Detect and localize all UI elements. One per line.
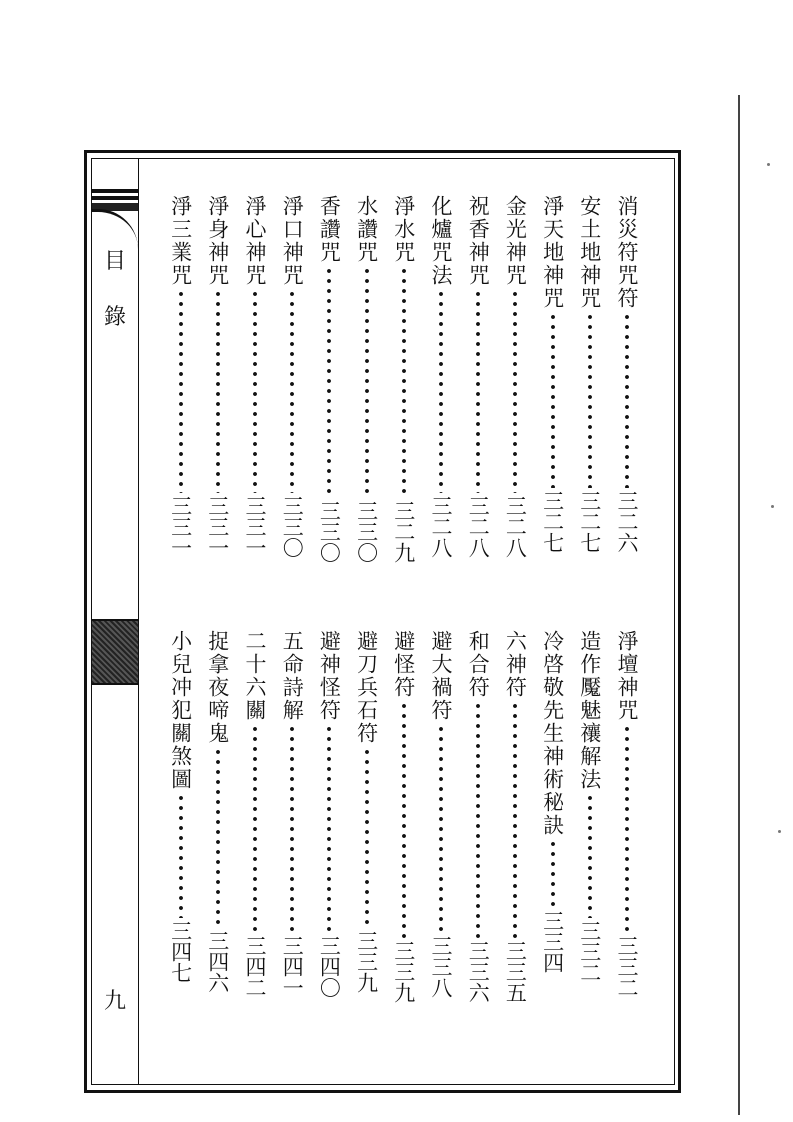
toc-entry-page-number: 三三五: [503, 940, 528, 1003]
dot-leader: [465, 289, 491, 493]
toc-entry: [354, 630, 380, 993]
toc-entry-title: 淨水咒: [391, 195, 416, 264]
toc-entry-page-number: 三三〇: [317, 500, 342, 563]
toc-entry-title: 祝香神咒: [466, 195, 491, 287]
dot-leader: [354, 266, 380, 498]
toc-entry-title: 淨天地神咒: [540, 195, 565, 310]
dot-leader: [502, 289, 528, 493]
toc-entry: [577, 195, 603, 553]
dot-leader: [316, 724, 342, 933]
toc-entry-page-number: 三二八: [429, 495, 453, 558]
binding-edge-line: [738, 95, 740, 1115]
toc-entry: [316, 630, 342, 998]
toc-entry-title: 和合符: [466, 630, 491, 699]
scan-speck: [771, 505, 774, 508]
toc-entry-title: 避怪符: [391, 630, 416, 699]
dot-leader: [428, 724, 454, 933]
toc-entry: [354, 195, 380, 563]
toc-entry: [242, 195, 268, 558]
dot-leader: [428, 289, 454, 493]
toc-entry: [205, 630, 231, 993]
toc-entry-title: 捉拿夜啼鬼: [205, 630, 230, 745]
toc-entry-title: 水讚咒: [354, 195, 379, 264]
toc-entry-page-number: 三二七: [577, 490, 602, 553]
toc-entry: [391, 195, 417, 563]
toc-entry-title: 淨身神咒: [205, 195, 230, 287]
dot-leader: [242, 724, 268, 933]
toc-entry-title: 淨口神咒: [280, 195, 305, 287]
dot-leader: [168, 793, 194, 918]
toc-entry: [205, 195, 231, 558]
toc-entry-title: 消災符咒符: [615, 195, 639, 310]
toc-entry-title: 安土地神咒: [577, 195, 602, 310]
toc-entry: [279, 630, 305, 998]
dot-leader: [614, 724, 640, 933]
toc-entry-page-number: 三三九: [354, 930, 379, 993]
toc-entry-page-number: 三三一: [243, 495, 267, 558]
decorative-band-top: [92, 189, 138, 211]
toc-entry-title: 造作魘魅禳解法: [577, 630, 602, 791]
toc-entry-page-number: 三四二: [243, 935, 267, 998]
toc-entry: [168, 195, 194, 558]
toc-entry: [540, 630, 566, 973]
dot-leader: [391, 701, 417, 938]
toc-entry: [465, 195, 491, 558]
toc-entry-page-number: 三三〇: [280, 495, 305, 558]
scan-speck: [778, 830, 781, 833]
margin-title: 目 錄: [103, 249, 126, 330]
toc-entry-title: 淨三業咒: [168, 195, 193, 287]
dot-leader: [279, 724, 305, 933]
toc-entry-page-number: 三四六: [205, 930, 230, 993]
toc-entry-page-number: 三三二: [615, 935, 639, 998]
dot-leader: [242, 289, 268, 493]
toc-entry-page-number: 三三一: [205, 495, 230, 558]
toc-entry-title: 二十六關: [243, 630, 267, 722]
dot-leader: [465, 701, 491, 938]
toc-entry-page-number: 三二九: [391, 500, 416, 563]
toc-entry: [242, 630, 268, 998]
toc-entry-page-number: 三四〇: [317, 935, 342, 998]
toc-entry: [577, 630, 603, 983]
decorative-band-middle: [92, 619, 138, 685]
dot-leader: [205, 747, 231, 928]
toc-entry-page-number: 三三六: [466, 940, 491, 1003]
toc-entry-title: 五命詩解: [280, 630, 305, 722]
dot-leader: [540, 312, 566, 488]
dot-leader: [391, 266, 417, 498]
toc-entry-title: 冷啓敬先生神術秘訣: [540, 630, 565, 837]
toc-entry: [428, 630, 454, 998]
toc-entry: [502, 630, 528, 1003]
toc-entry: [614, 195, 640, 553]
dot-leader: [540, 839, 566, 908]
toc-entry-title: 避大禍符: [429, 630, 453, 722]
toc-entry-title: 六神符: [503, 630, 528, 699]
toc-entry-title: 小兒冲犯關煞圖: [168, 630, 193, 791]
toc-entry-page-number: 三四一: [280, 935, 305, 998]
toc-entry-page-number: 三三八: [429, 935, 453, 998]
toc-entry-page-number: 三三一: [168, 495, 193, 558]
toc-entry: [279, 195, 305, 558]
toc-entry: [391, 630, 417, 1003]
toc-entry-title: 淨心神咒: [243, 195, 267, 287]
scan-speck: [767, 163, 770, 166]
dot-leader: [614, 312, 640, 488]
toc-entry-title: 避刀兵石符: [354, 630, 379, 745]
dot-leader: [205, 289, 231, 493]
toc-entry-page-number: 三二七: [540, 490, 565, 553]
toc-entry: [465, 630, 491, 1003]
toc-entry-page-number: 三二八: [503, 495, 528, 558]
toc-entry: [540, 195, 566, 553]
margin-column: [92, 159, 139, 1084]
toc-entry-title: 化爐咒法: [429, 195, 453, 287]
dot-leader: [316, 266, 342, 498]
toc-entry: [168, 630, 194, 983]
toc-entry: [316, 195, 342, 563]
toc-entry-title: 香讚咒: [317, 195, 342, 264]
toc-entry-title: 金光神咒: [503, 195, 528, 287]
toc-entry: [614, 630, 640, 998]
toc-entry-page-number: 三三九: [391, 940, 416, 1003]
toc-entry-title: 淨壇神咒: [615, 630, 639, 722]
toc-entry: [428, 195, 454, 558]
page-folio: 九: [103, 989, 126, 1014]
toc-entry-page-number: 三三四: [540, 910, 565, 973]
toc-entry-page-number: 三三二: [577, 920, 602, 983]
dot-leader: [279, 289, 305, 493]
dot-leader: [354, 747, 380, 928]
toc-entry-page-number: 三二八: [466, 495, 491, 558]
toc-entry-title: 避神怪符: [317, 630, 342, 722]
dot-leader: [577, 312, 603, 488]
toc-entry: [502, 195, 528, 558]
dot-leader: [502, 701, 528, 938]
toc-entry-page-number: 三三〇: [354, 500, 379, 563]
toc-entry-page-number: 三四七: [168, 920, 193, 983]
dot-leader: [168, 289, 194, 493]
dot-leader: [577, 793, 603, 918]
toc-entry-page-number: 三二六: [615, 490, 639, 553]
